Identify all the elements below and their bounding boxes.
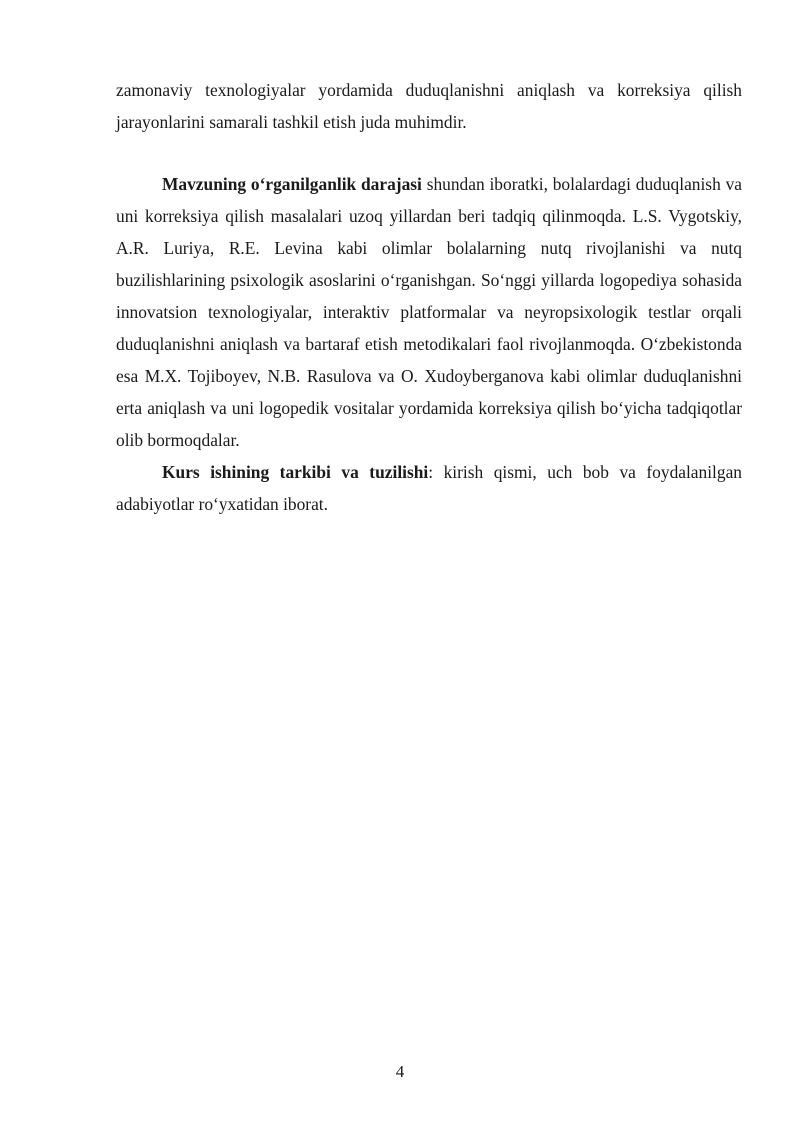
paragraph-text: : kirish qismi, uch bob va foydalanilgan adabiyotlar ro‘yxatidan iborat.: [116, 462, 742, 514]
paragraph-text: zamonaviy texnologiyalar yordamida duduqlanishni aniqlash va korreksiya qilish jarayonlarini samarali tashkil etish juda muhimdir.: [116, 80, 742, 132]
page-number: 4: [395, 1062, 405, 1081]
paragraph-text: shundan iboratki, bolalardagi duduqlanish va uni korreksiya qilish masalalari uzoq yillardan beri tadqiq qilinmoqda. L.S. Vygotskiy, A.R. Luriya, R.E. Levina kabi olimlar bolalarning nutq rivojlanishi va nutq buzilishlarining psixologik asoslarini o‘rganishgan. So‘nggi yillarda logopediya sohasida innovatsion texnologiyalar, interaktiv platformalar va neyropsixologik testlar orqali duduqlanishni aniqlash va bartaraf etish metodikalari faol rivojlanmoqda. O‘zbekistonda esa M.X. Tojiboyev, N.B. Rasulova va O. Xudoyberganova kabi olimlar duduqlanishni erta aniqlash va uni logopedik vositalar yordamida korreksiya qilish bo‘yicha tadqiqotlar olib bormoqdalar.: [116, 174, 742, 450]
paragraph-intro-continuation: [116, 74, 742, 138]
paragraph-study-degree: [116, 168, 742, 456]
paragraph-structure: [116, 456, 742, 520]
document-page: [116, 74, 742, 520]
paragraph-lead-structure: Kurs ishining tarkibi va tuzilishi: [162, 462, 429, 482]
paragraph-gap: [116, 138, 742, 168]
paragraph-lead-study-degree: Mavzuning o‘rganilganlik darajasi: [162, 174, 422, 194]
